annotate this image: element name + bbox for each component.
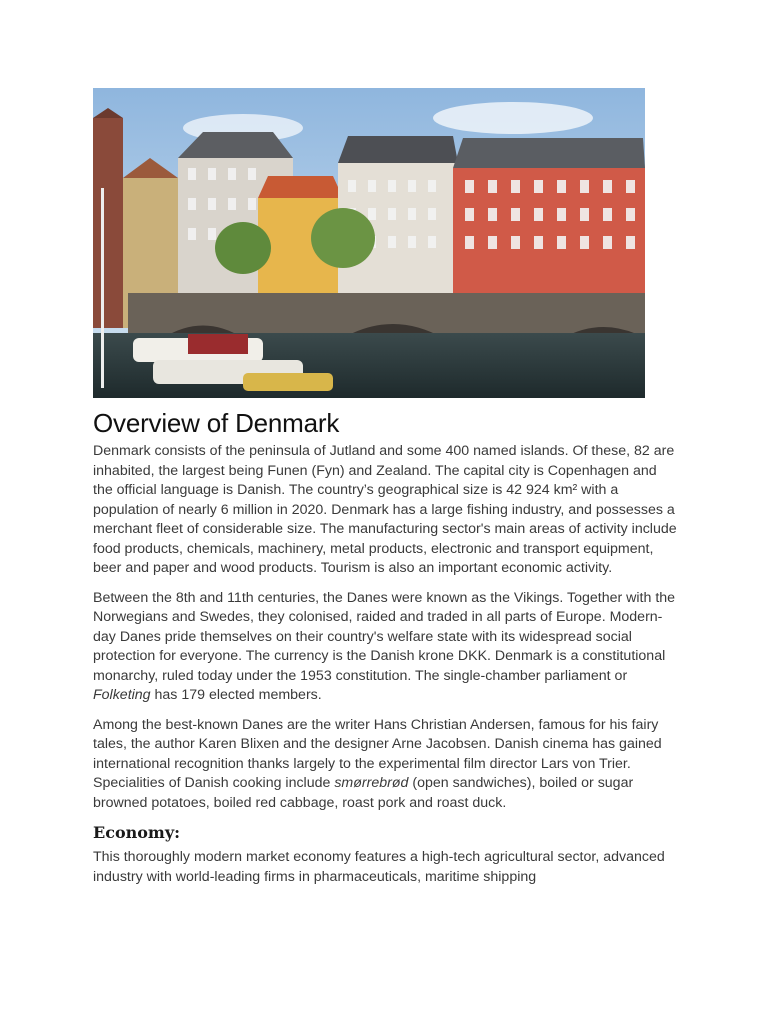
culture-text-start: Among the best-known Danes are the writer Hans Christian Andersen, famous for his fairy tales, the author Karen Blixen and the designer Arne Jacobsen. Danish cinema has gained international recognition thanks largely to the experimental film director Lars von Trier. Specialities of Danish cooking include xyxy=(93,716,662,791)
page-title: Overview of Denmark xyxy=(93,408,340,438)
history-text-end: has 179 elected members. xyxy=(150,687,322,703)
smorrebrod-term: smørrebrød xyxy=(334,775,409,791)
copenhagen-harbour-photo xyxy=(93,88,645,398)
economy-paragraph: This thoroughly modern market economy features a high-tech agricultural sector, advanced industry with world-leading firms in pharmaceuticals, maritime shipping xyxy=(93,849,665,885)
document-page xyxy=(93,88,678,897)
economy-heading: Economy: xyxy=(93,823,181,842)
history-paragraph xyxy=(93,589,678,706)
culture-text-end: (open sandwiches), boiled or sugar browned potatoes, boiled red cabbage, roast pork and roast duck. xyxy=(93,775,634,811)
folketing-term: Folketing xyxy=(93,687,151,703)
intro-paragraph: Denmark consists of the peninsula of Jutland and some 400 named islands. Of these, 82 are inhabited, the largest being Funen (Fyn) and Zealand. The capital city is Copenhagen and the official language is Danish. The country’s geographical size is 42 924 km² with a population of nearly 6 million in 2020. Denmark has a large fishing industry, and possesses a merchant fleet of considerable size. The manufacturing sector's main areas of activity include food products, chemicals, machinery, metal products, electronic and transport equipment, beer and paper and wood products. Tourism is also an important economic activity. xyxy=(93,443,677,576)
history-text-start: Between the 8th and 11th centuries, the Danes were known as the Vikings. Together with the Norwegians and Swedes, they colonised, raided and traded in all parts of Europe. Modern-day Danes pride themselves on their country's welfare state with its widespread social protection for everyone. The currency is the Danish krone DKK. Denmark is a constitutional monarchy, ruled today under the 1953 constitution. The single-chamber parliament or xyxy=(93,589,676,684)
culture-paragraph xyxy=(93,716,678,814)
